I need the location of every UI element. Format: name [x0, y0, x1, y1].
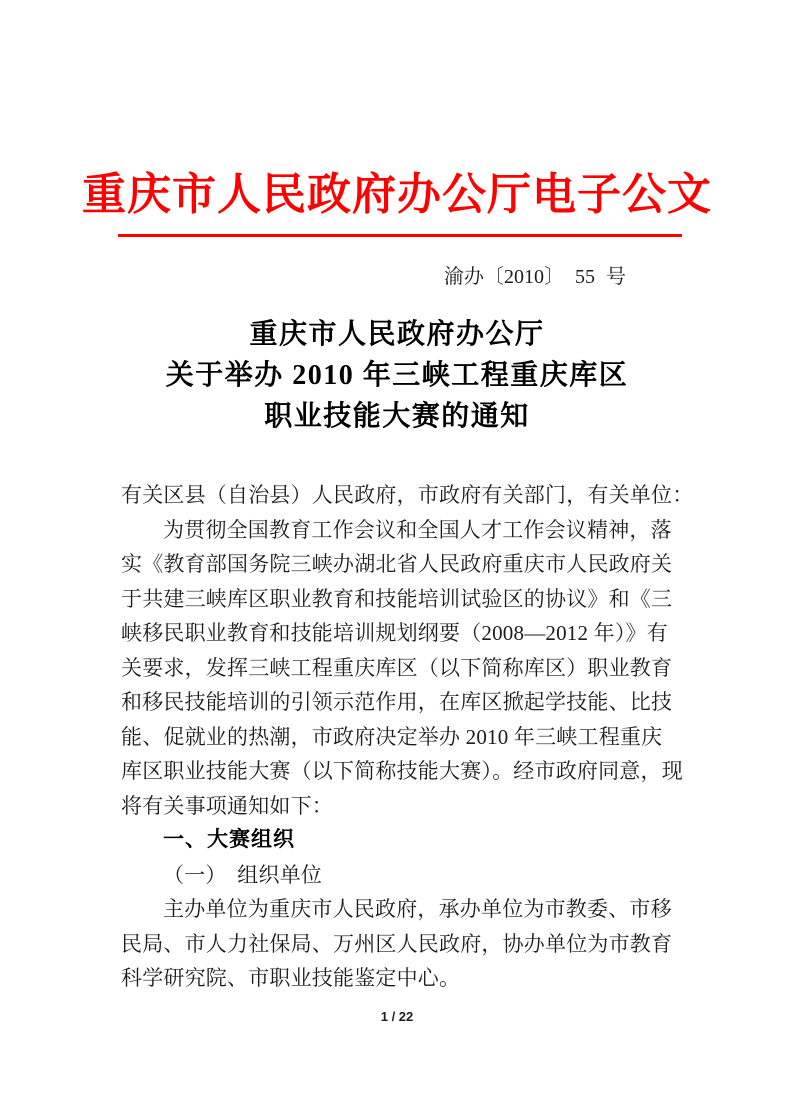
body-line: 主办单位为重庆市人民政府，承办单位为市教委、市移: [163, 897, 672, 921]
body-line: 库区职业技能大赛（以下简称技能大赛）。经市政府同意，现: [121, 759, 683, 783]
body-line: 科学研究院、市职业技能鉴定中心。: [121, 966, 461, 990]
body-line: （一） 组织单位: [163, 862, 323, 887]
document-title-line: 关于举办 2010 年三峡工程重庆库区: [165, 360, 629, 391]
document-title: [0, 314, 794, 437]
header-divider-rule: [118, 234, 682, 237]
body-line: 峡移民职业教育和技能培训规划纲要（2008—2012 年）》有: [121, 621, 668, 645]
body-line: 于共建三峡库区职业教育和技能培训试验区的协议》和《三: [121, 586, 673, 611]
body-line: 有关区县（自治县）人民政府，市政府有关部门，有关单位：: [121, 483, 694, 507]
body-line: 实《教育部国务院三峡办湖北省人民政府重庆市人民政府关: [121, 552, 673, 576]
document-title-line: 职业技能大赛的通知: [264, 401, 530, 432]
document-number: 渝办〔2010〕 55 号: [444, 266, 626, 288]
body-line: 和移民技能培训的引领示范作用，在库区掀起学技能、比技: [121, 690, 673, 714]
body-line: 将有关事项通知如下：: [121, 793, 333, 818]
banner-title: 重庆市人民政府办公厅电子公文: [82, 170, 712, 219]
body-line: 为贯彻全国教育工作会议和全国人才工作会议精神，落: [163, 517, 672, 542]
page-number-indicator: 1 / 22: [380, 1009, 414, 1024]
body-line: 关要求，发挥三峡工程重庆库区（以下简称库区）职业教育: [121, 655, 673, 680]
document-body: [121, 478, 694, 996]
body-line: 能、促就业的热潮，市政府决定举办 2010 年三峡工程重庆: [121, 724, 663, 749]
section-heading: 一、大赛组织: [163, 828, 295, 851]
document-title-line: 重庆市人民政府办公厅: [249, 319, 545, 350]
body-line: 民局、市人力社保局、万州区人民政府，协办单位为市教育: [121, 931, 673, 956]
